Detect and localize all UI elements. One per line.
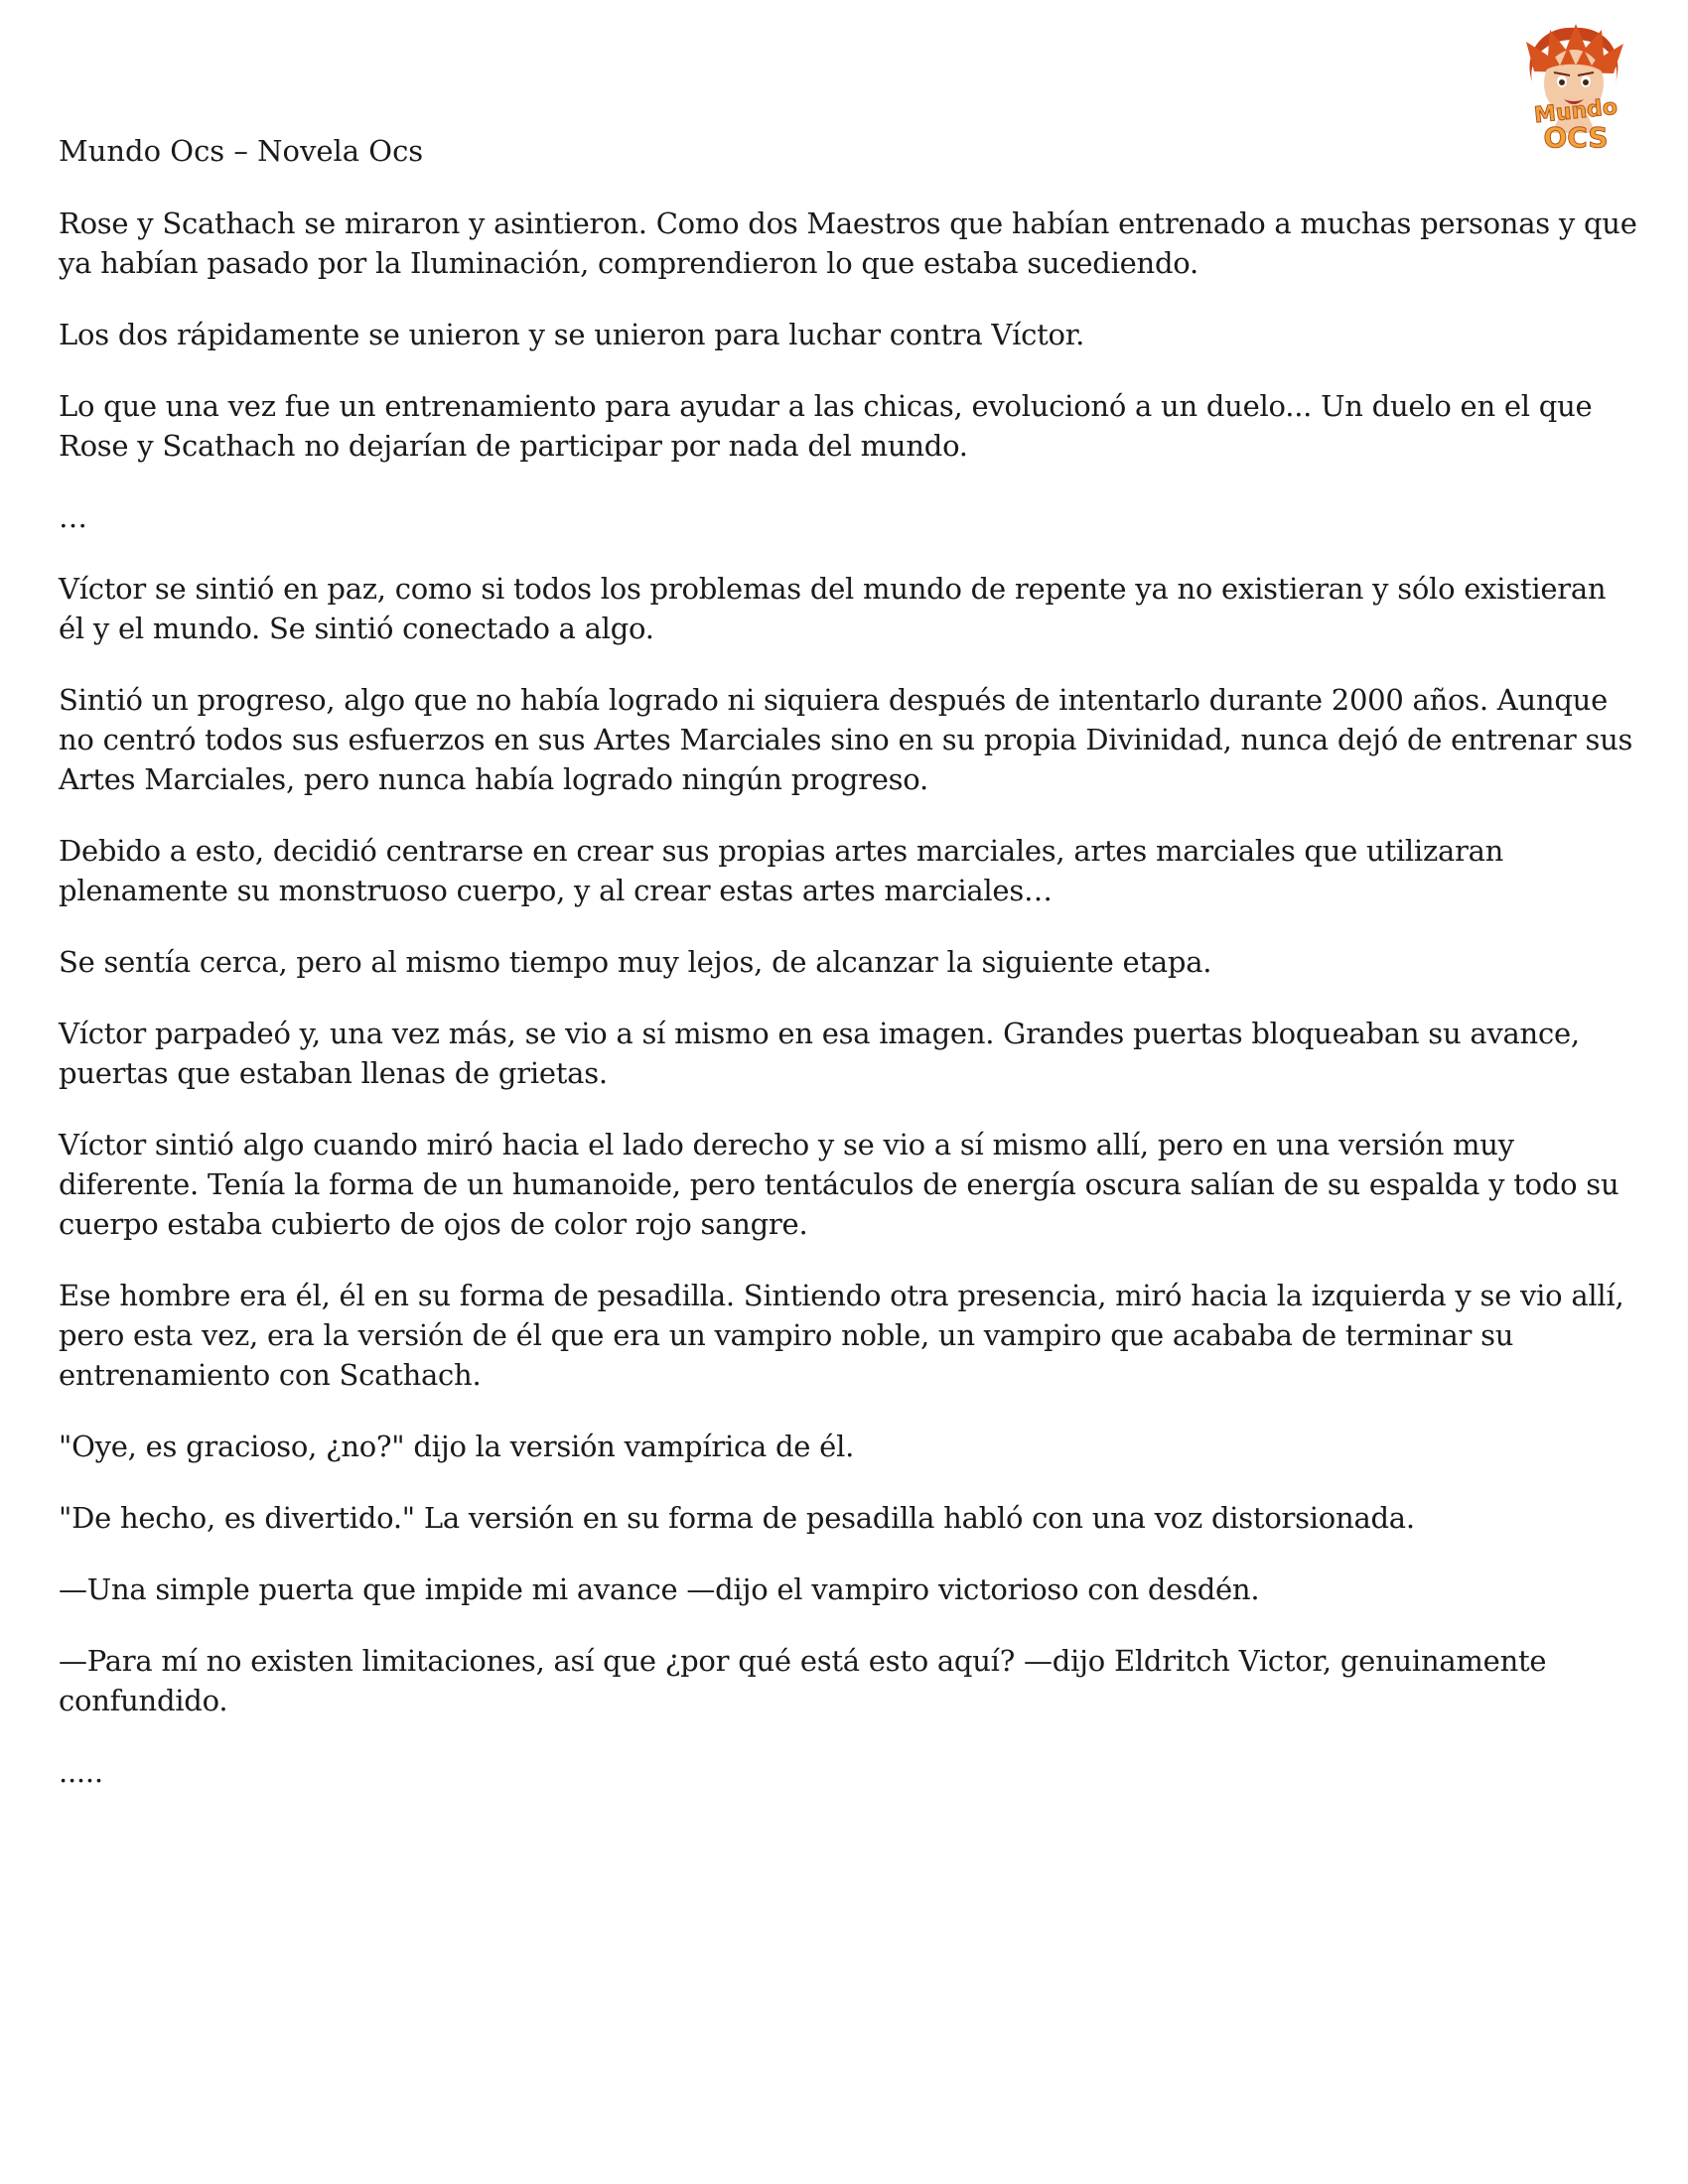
logo-text-top: Mundo <box>1532 94 1619 129</box>
paragraph: Debido a esto, decidió centrarse en crear sus propias artes marciales, artes marciales que utilizaran plenamente su monstruoso cuerpo, y al crear estas artes marciales… <box>59 834 1504 907</box>
paragraph: "Oye, es gracioso, ¿no?" dijo la versión vampírica de él. <box>59 1430 855 1463</box>
paragraph: Víctor se sintió en paz, como si todos los problemas del mundo de repente ya no existieran y sólo existieran él y el mundo. Se sintió conectado a algo. <box>59 572 1607 645</box>
paragraph: … <box>59 500 87 534</box>
paragraph: Sintió un progreso, algo que no había logrado ni siquiera después de intentarlo durante 2000 años. Aunque no centró todos sus esfuerzos en sus Artes Marciales sino en su propia Divinidad, nunca dejó de entrenar sus Artes Marciales, pero nunca había logrado ningún progreso. <box>59 683 1633 796</box>
paragraph: Víctor sintió algo cuando miró hacia el lado derecho y se vio a sí mismo allí, pero en una versión muy diferente. Tenía la forma de un humanoide, pero tentáculos de energía oscura salían de su espalda y todo su cuerpo estaba cubierto de ojos de color rojo sangre. <box>59 1128 1619 1241</box>
novel-text <box>59 204 1637 1824</box>
paragraph: Se sentía cerca, pero al mismo tiempo muy lejos, de alcanzar la siguiente etapa. <box>59 945 1212 979</box>
paragraph: ..... <box>59 1755 103 1789</box>
paragraph: Víctor parpadeó y, una vez más, se vio a sí mismo en esa imagen. Grandes puertas bloqueaban su avance, puertas que estaban llenas de grietas. <box>59 1017 1580 1090</box>
paragraph: Lo que una vez fue un entrenamiento para ayudar a las chicas, evolucionó a un duelo... Un duelo en el que Rose y Scathach no dejarían de participar por nada del mundo. <box>59 389 1593 463</box>
paragraph: —Para mí no existen limitaciones, así que ¿por qué está esto aquí? —dijo Eldritch Victor, genuinamente confundido. <box>59 1644 1547 1717</box>
page-header: Mundo Ocs – Novela Ocs <box>59 134 424 168</box>
paragraph: Los dos rápidamente se unieron y se unieron para luchar contra Víctor. <box>59 318 1085 351</box>
logo-text-bottom: OCS <box>1543 121 1609 154</box>
paragraph: —Una simple puerta que impide mi avance —dijo el vampiro victorioso con desdén. <box>59 1572 1260 1606</box>
mundo-ocs-logo <box>1504 22 1643 156</box>
paragraph: "De hecho, es divertido." La versión en su forma de pesadilla habló con una voz distorsionada. <box>59 1501 1415 1535</box>
paragraph: Rose y Scathach se miraron y asintieron. Como dos Maestros que habían entrenado a muchas personas y que ya habían pasado por la Iluminación, comprendieron lo que estaba sucediendo. <box>59 206 1637 280</box>
paragraph: Ese hombre era él, él en su forma de pesadilla. Sintiendo otra presencia, miró hacia la izquierda y se vio allí, pero esta vez, era la versión de él que era un vampiro noble, un vampiro que acababa de terminar su entrenamiento con Scathach. <box>59 1279 1624 1392</box>
